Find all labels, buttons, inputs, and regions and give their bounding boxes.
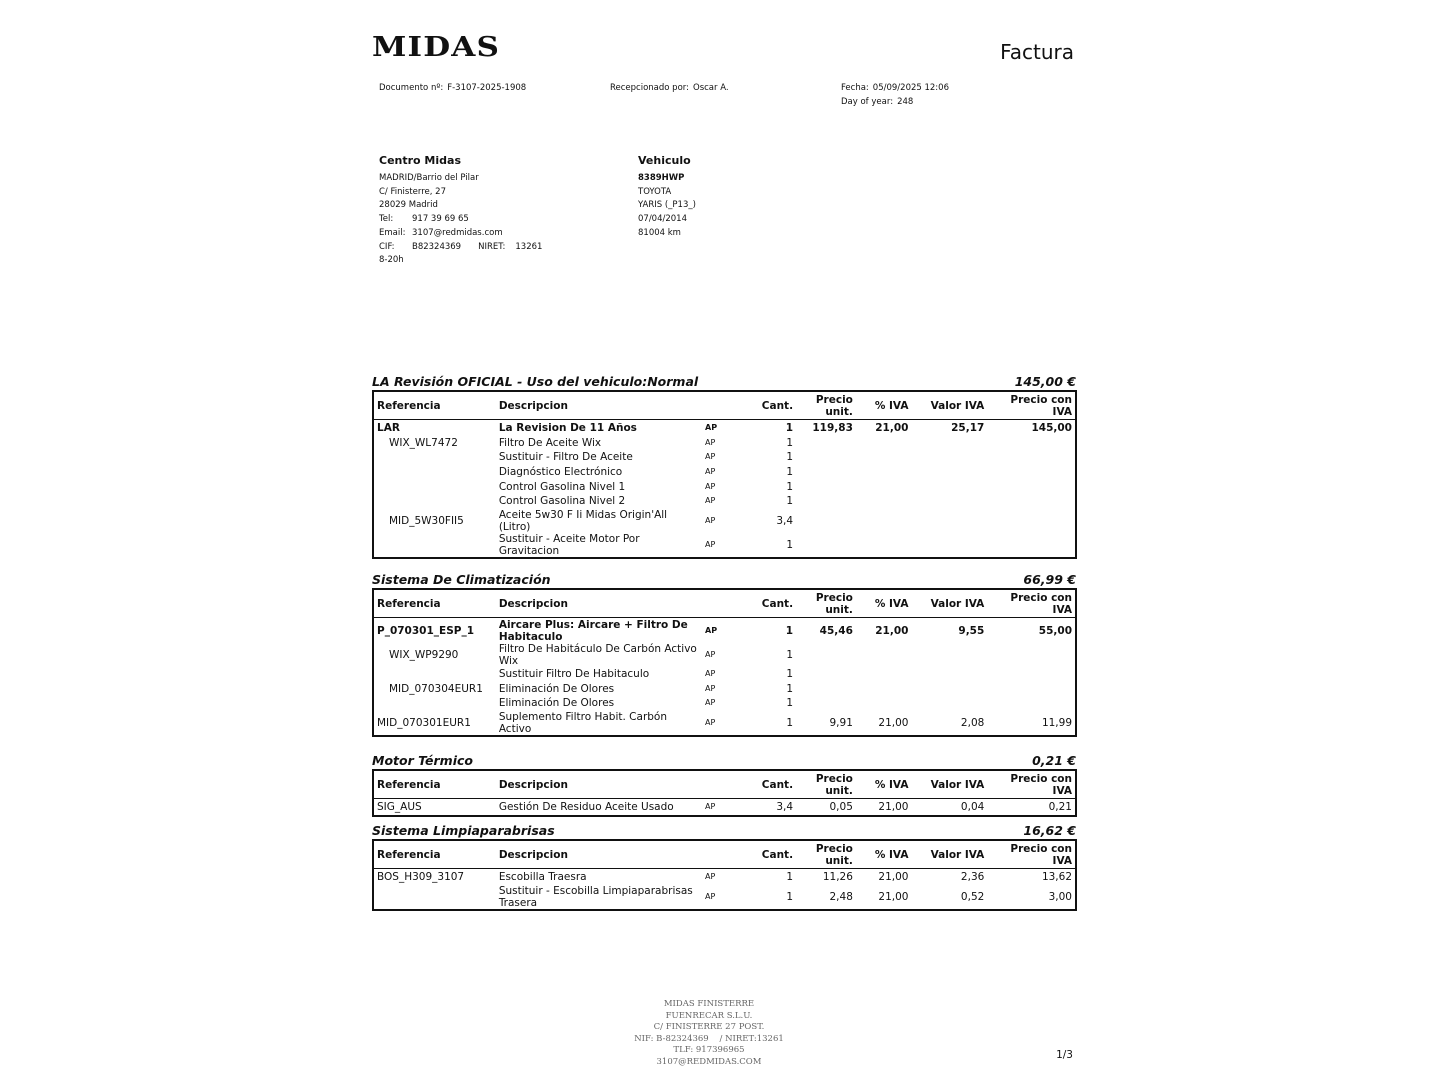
cell-cant: 1 — [786, 480, 794, 493]
col-ref: Referencia — [374, 392, 496, 420]
cell-cant: 1 — [786, 495, 794, 508]
cell-tag: AP — [705, 717, 716, 727]
table-header-row — [374, 841, 1075, 869]
cell-desc: Filtro De Aceite Wix — [498, 436, 602, 449]
invoice-date: Fecha: 05/09/2025 12:06 Day of year: 248 — [841, 83, 949, 107]
cell-precio-iva — [987, 696, 1075, 711]
center-info: MADRID/Barrio del Pilar C/ Finisterre, 27 28029 Madrid Tel: 917 39 69 65 Email: 3107@redmidas.com CIF: B82324369 NIRET: 13261 8-20h — [379, 173, 543, 266]
cell-iva-val: 9,55 — [958, 625, 985, 637]
document-number: Documento nº: F-3107-2025-1908 — [379, 83, 527, 93]
cell-ref: MID_070301EUR1 — [377, 716, 471, 729]
section-header — [372, 753, 1076, 768]
col-cant: Cant. — [747, 392, 796, 420]
cell-desc: Sustituir - Aceite Motor Por Gravitacion — [498, 532, 640, 557]
col-desc: Descripcion — [496, 590, 747, 618]
cell-ref — [374, 450, 496, 465]
cell-ref — [374, 479, 496, 494]
cell-precio — [796, 643, 856, 667]
cell-desc: La Revision De 11 Años — [498, 422, 637, 435]
cell-iva-val — [911, 682, 987, 697]
table-row — [374, 533, 1075, 557]
cell-iva-pct — [856, 682, 912, 697]
cell-ref — [374, 885, 496, 909]
cell-tag: AP — [705, 515, 716, 525]
cell-iva-pct — [856, 509, 912, 533]
col-desc: Descripcion — [496, 771, 747, 799]
section-total: 145,00 € — [1014, 374, 1076, 389]
cell-cant: 1 — [786, 436, 794, 449]
col-iva-val: Valor IVA — [911, 392, 987, 420]
col-iva-val: Valor IVA — [911, 841, 987, 869]
cell-iva-val — [911, 696, 987, 711]
cell-tag: AP — [705, 496, 716, 506]
table-header-row — [374, 590, 1075, 618]
cell-precio-iva: 0,21 — [1048, 801, 1072, 814]
cell-cant: 1 — [785, 422, 794, 435]
cell-precio-iva — [987, 479, 1075, 494]
cell-precio — [796, 682, 856, 697]
page-number: 1/3 — [1056, 1049, 1073, 1061]
table-row — [374, 667, 1075, 682]
cell-tag: AP — [705, 626, 718, 635]
col-iva-val: Valor IVA — [911, 771, 987, 799]
cell-precio: 119,83 — [812, 422, 853, 435]
table-row — [374, 682, 1075, 697]
cell-desc: Control Gasolina Nivel 1 — [498, 480, 626, 493]
company-footer: MIDAS FINISTERRE FUENRECAR S.L.U. C/ FINISTERRE 27 POST. NIF: B-82324369 / NIRET:13261 TLF: 917396965 3107@REDMIDAS.COM — [634, 999, 784, 1067]
cell-iva-val — [911, 479, 987, 494]
table-row — [374, 509, 1075, 533]
center-title: Centro Midas — [379, 154, 461, 167]
cell-cant: 1 — [786, 871, 794, 884]
col-iva-pct: % IVA — [856, 590, 912, 618]
invoice-page — [372, 26, 1077, 1066]
cell-iva-pct — [856, 494, 912, 509]
cell-precio: 9,91 — [829, 716, 853, 729]
cell-precio: 0,05 — [829, 801, 853, 814]
col-precio-iva: Precio con IVA — [987, 590, 1075, 618]
cell-iva-val: 0,52 — [960, 890, 985, 903]
cell-cant: 1 — [786, 697, 794, 710]
cell-precio-iva: 13,62 — [1041, 871, 1072, 884]
cell-iva-pct: 21,00 — [878, 871, 909, 884]
col-precio-iva: Precio con IVA — [987, 841, 1075, 869]
cell-precio-iva — [987, 667, 1075, 682]
cell-desc: Aircare Plus: Aircare + Filtro De Habitaculo — [498, 619, 688, 643]
cell-tag: AP — [705, 437, 716, 447]
col-desc: Descripcion — [496, 841, 747, 869]
cell-precio-iva — [987, 533, 1075, 557]
cell-tag: AP — [705, 650, 716, 659]
cell-cant: 1 — [786, 682, 794, 695]
cell-tag: AP — [705, 467, 716, 477]
cell-tag: AP — [705, 452, 716, 462]
cell-ref — [374, 465, 496, 480]
cell-cant: 3,4 — [776, 514, 794, 527]
section-header — [372, 572, 1076, 587]
table-row — [374, 643, 1075, 667]
cell-iva-pct — [856, 533, 912, 557]
cell-precio-iva: 55,00 — [1038, 625, 1072, 637]
cell-precio: 2,48 — [829, 890, 853, 903]
cell-precio-iva — [987, 682, 1075, 697]
items-table — [372, 588, 1077, 737]
cell-cant: 1 — [786, 466, 794, 479]
table-row — [374, 450, 1075, 465]
cell-ref: SIG_AUS — [377, 801, 422, 814]
section-total: 66,99 € — [1023, 572, 1076, 587]
cell-precio — [796, 667, 856, 682]
col-iva-pct: % IVA — [856, 392, 912, 420]
table-row — [374, 420, 1075, 436]
section-total: 16,62 € — [1023, 823, 1076, 838]
cell-precio-iva: 11,99 — [1041, 716, 1072, 729]
cell-desc: Filtro De Habitáculo De Carbón Activo Wix — [498, 643, 697, 667]
cell-ref: BOS_H309_3107 — [377, 871, 465, 884]
cell-ref: MID_5W30FII5 — [389, 514, 464, 527]
cell-desc: Eliminación De Olores — [498, 682, 615, 695]
cell-iva-pct — [856, 436, 912, 451]
table-row — [374, 479, 1075, 494]
cell-cant: 1 — [786, 538, 794, 551]
col-iva-pct: % IVA — [856, 771, 912, 799]
cell-iva-pct — [856, 479, 912, 494]
col-precio: Precio unit. — [796, 771, 856, 799]
col-desc: Descripcion — [496, 392, 747, 420]
cell-ref: P_070301_ESP_1 — [377, 625, 475, 637]
cell-desc: Sustituir Filtro De Habitaculo — [498, 668, 650, 681]
items-table — [372, 390, 1077, 559]
cell-ref: LAR — [377, 422, 400, 435]
cell-cant: 1 — [786, 649, 794, 661]
cell-precio — [796, 465, 856, 480]
cell-tag: AP — [705, 683, 716, 693]
cell-cant: 1 — [786, 451, 794, 464]
cell-iva-val — [911, 509, 987, 533]
cell-desc: Sustituir - Filtro De Aceite — [498, 451, 633, 464]
cell-precio — [796, 436, 856, 451]
cell-tag: AP — [705, 891, 716, 901]
cell-iva-val: 2,36 — [960, 871, 985, 884]
section-title: LA Revisión OFICIAL - Uso del vehiculo:Normal — [372, 374, 699, 389]
cell-precio — [796, 450, 856, 465]
cell-desc: Aceite 5w30 F Ii Midas Origin'All (Litro) — [498, 508, 668, 533]
cell-desc: Sustituir - Escobilla Limpiaparabrisas Trasera — [498, 884, 693, 909]
cell-cant: 3,4 — [776, 801, 794, 814]
cell-cant: 1 — [786, 890, 794, 903]
cell-ref — [374, 494, 496, 509]
cell-ref: MID_070304EUR1 — [389, 682, 483, 695]
cell-cant: 1 — [785, 625, 794, 637]
cell-precio-iva — [987, 465, 1075, 480]
cell-precio-iva: 3,00 — [1048, 890, 1072, 903]
cell-iva-val — [911, 465, 987, 480]
cell-tag: AP — [705, 802, 716, 812]
cell-cant: 1 — [786, 716, 794, 729]
cell-desc: Eliminación De Olores — [498, 697, 615, 710]
cell-precio — [796, 479, 856, 494]
col-iva-pct: % IVA — [856, 841, 912, 869]
cell-iva-pct: 21,00 — [878, 801, 909, 814]
cell-desc: Suplemento Filtro Habit. Carbón Activo — [498, 710, 668, 735]
cell-iva-val — [911, 667, 987, 682]
cell-desc: Gestión De Residuo Aceite Usado — [498, 801, 674, 814]
section-header — [372, 374, 1076, 389]
col-ref: Referencia — [374, 590, 496, 618]
midas-logo: MIDAS — [372, 32, 501, 63]
cell-iva-val — [911, 494, 987, 509]
col-cant: Cant. — [747, 771, 796, 799]
col-cant: Cant. — [747, 590, 796, 618]
cell-precio-iva — [987, 509, 1075, 533]
cell-desc: Control Gasolina Nivel 2 — [498, 495, 626, 508]
cell-tag: AP — [705, 698, 716, 708]
cell-precio: 11,26 — [822, 871, 853, 884]
cell-iva-pct: 21,00 — [875, 625, 909, 637]
cell-iva-pct: 21,00 — [875, 422, 909, 435]
table-row — [374, 711, 1075, 735]
table-row — [374, 465, 1075, 480]
cell-iva-pct — [856, 696, 912, 711]
cell-iva-val: 25,17 — [951, 422, 985, 435]
table-row — [374, 618, 1075, 643]
cell-ref — [374, 696, 496, 711]
cell-iva-val: 2,08 — [960, 716, 985, 729]
cell-iva-pct — [856, 643, 912, 667]
cell-desc: Diagnóstico Electrónico — [498, 466, 623, 479]
cell-iva-val — [911, 643, 987, 667]
col-precio-iva: Precio con IVA — [987, 771, 1075, 799]
document-title: Factura — [1000, 40, 1074, 64]
cell-iva-val — [911, 450, 987, 465]
col-precio: Precio unit. — [796, 392, 856, 420]
cell-precio — [796, 494, 856, 509]
section-title: Sistema Limpiaparabrisas — [372, 823, 555, 838]
cell-precio-iva — [987, 450, 1075, 465]
table-header-row — [374, 771, 1075, 799]
col-ref: Referencia — [374, 771, 496, 799]
cell-desc: Escobilla Traesra — [498, 871, 587, 884]
items-table — [372, 839, 1077, 911]
received-by: Recepcionado por: Oscar A. — [610, 83, 729, 93]
section-header — [372, 823, 1076, 838]
col-cant: Cant. — [747, 841, 796, 869]
cell-iva-val — [911, 533, 987, 557]
section-total: 0,21 € — [1032, 753, 1076, 768]
cell-precio-iva — [987, 436, 1075, 451]
cell-iva-val: 0,04 — [960, 801, 985, 814]
table-row — [374, 436, 1075, 451]
cell-precio: 45,46 — [819, 625, 853, 637]
cell-ref — [374, 667, 496, 682]
section-title: Motor Térmico — [372, 753, 473, 768]
cell-iva-pct — [856, 450, 912, 465]
cell-precio-iva — [987, 643, 1075, 667]
section-title: Sistema De Climatización — [372, 572, 551, 587]
vehicle-info: 8389HWP TOYOTA YARIS (_P13_) 07/04/2014 81004 km — [638, 173, 696, 238]
cell-iva-pct: 21,00 — [878, 716, 909, 729]
cell-precio — [796, 509, 856, 533]
items-table — [372, 769, 1077, 817]
cell-iva-pct: 21,00 — [878, 890, 909, 903]
cell-ref: WIX_WL7472 — [389, 436, 458, 449]
table-row — [374, 494, 1075, 509]
cell-precio — [796, 696, 856, 711]
cell-precio — [796, 533, 856, 557]
cell-tag: AP — [705, 481, 716, 491]
table-row — [374, 869, 1075, 885]
col-precio-iva: Precio con IVA — [987, 392, 1075, 420]
vehicle-title: Vehiculo — [638, 154, 691, 167]
cell-cant: 1 — [786, 668, 794, 681]
cell-tag: AP — [705, 872, 716, 882]
cell-iva-pct — [856, 667, 912, 682]
col-precio: Precio unit. — [796, 590, 856, 618]
cell-iva-pct — [856, 465, 912, 480]
cell-ref: WIX_WP9290 — [389, 649, 459, 661]
col-iva-val: Valor IVA — [911, 590, 987, 618]
table-row — [374, 885, 1075, 909]
cell-precio-iva — [987, 494, 1075, 509]
cell-iva-val — [911, 436, 987, 451]
table-header-row — [374, 392, 1075, 420]
col-ref: Referencia — [374, 841, 496, 869]
cell-ref — [374, 533, 496, 557]
cell-tag: AP — [705, 423, 718, 433]
table-row — [374, 799, 1075, 815]
cell-tag: AP — [705, 669, 716, 679]
cell-precio-iva: 145,00 — [1031, 422, 1072, 435]
col-precio: Precio unit. — [796, 841, 856, 869]
cell-tag: AP — [705, 539, 716, 549]
table-row — [374, 696, 1075, 711]
